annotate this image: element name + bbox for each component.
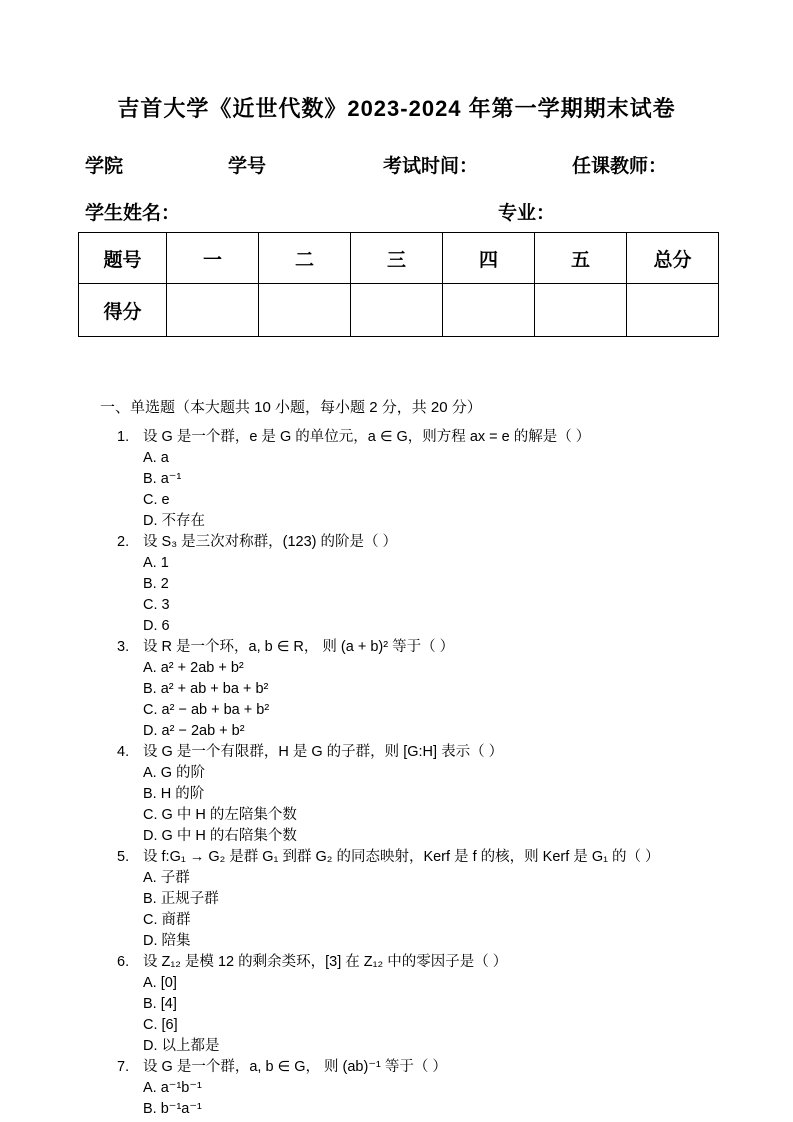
option-d: D. 陪集 [143, 933, 191, 949]
score-blank-cell-5 [535, 284, 627, 337]
score-table-cell-total: 总分 [627, 233, 719, 284]
score-table-cell-part-5: 五 [535, 233, 627, 284]
question-number: 1. [117, 429, 130, 445]
option-a: A. G 的阶 [143, 765, 206, 781]
header-row-2 [0, 198, 793, 222]
score-label-cell: 得分 [79, 284, 167, 337]
question-4 [117, 742, 727, 847]
score-table-cell-part-4: 四 [443, 233, 535, 284]
option-c: C. [6] [143, 1017, 178, 1033]
option-b: B. [4] [143, 996, 177, 1012]
option-d: D. a² − 2ab + b² [143, 723, 245, 739]
header-row-1 [0, 151, 793, 175]
question-body [143, 532, 727, 637]
score-table-cell-part-3: 三 [351, 233, 443, 284]
option-c: C. e [143, 492, 170, 508]
score-table-score-row [79, 284, 719, 337]
question-stem: 设 Z₁₂ 是模 12 的剩余类环，[3] 在 Z₁₂ 中的零因子是（ ） [143, 954, 508, 970]
option-b: B. b⁻¹a⁻¹ [143, 1101, 202, 1117]
section-title: 一、单选题（本大题共 10 小题，每小题 2 分，共 20 分） [100, 399, 482, 416]
college-label: 学院 [85, 156, 124, 177]
score-blank-cell-1 [167, 284, 259, 337]
question-stem: 设 f:G₁ → G₂ 是群 G₁ 到群 G₂ 的同态映射，Kerf 是 f 的核，则 Kerf 是 G₁ 的（ ） [143, 849, 660, 865]
question-number: 7. [117, 1059, 130, 1075]
score-table-header-row [79, 233, 719, 284]
option-c: C. 3 [143, 597, 170, 613]
option-b: B. H 的阶 [143, 786, 205, 802]
question-stem: 设 S₃ 是三次对称群，(123) 的阶是（ ） [143, 534, 398, 550]
score-blank-cell-3 [351, 284, 443, 337]
major-label: 专业： [498, 203, 556, 224]
option-d: D. 不存在 [143, 513, 206, 529]
student-id-label: 学号 [228, 156, 267, 177]
score-blank-cell-4 [443, 284, 535, 337]
question-number: 3. [117, 639, 130, 655]
question-stem: 设 G 是一个群，e 是 G 的单位元，a ∈ G，则方程 ax = e 的解是（ ） [143, 429, 591, 445]
score-table-cell-question-no: 题号 [79, 233, 167, 284]
question-7 [117, 1057, 727, 1120]
teacher-label: 任课教师： [572, 156, 668, 177]
option-c: C. 商群 [143, 912, 191, 928]
score-blank-cell-total [627, 284, 719, 337]
option-d: D. G 中 H 的右陪集个数 [143, 828, 297, 844]
exam-time-label: 考试时间： [383, 156, 479, 177]
option-b: B. a⁻¹ [143, 471, 182, 487]
question-6 [117, 952, 727, 1057]
option-a: A. [0] [143, 975, 177, 991]
question-3 [117, 637, 727, 742]
question-list [117, 427, 727, 1120]
option-c: C. G 中 H 的左陪集个数 [143, 807, 297, 823]
option-a: A. a⁻¹b⁻¹ [143, 1080, 202, 1096]
option-d: D. 以上都是 [143, 1038, 220, 1054]
option-c: C. a² − ab + ba + b² [143, 702, 270, 718]
question-body [143, 1057, 727, 1120]
question-2 [117, 532, 727, 637]
option-b: B. 正规子群 [143, 891, 219, 907]
option-a: A. a² + 2ab + b² [143, 660, 244, 676]
question-body [143, 952, 727, 1057]
question-1 [117, 427, 727, 532]
question-number: 6. [117, 954, 130, 970]
option-b: B. 2 [143, 576, 169, 592]
score-table [78, 232, 719, 337]
question-body [143, 427, 727, 532]
question-number: 5. [117, 849, 130, 865]
option-a: A. 1 [143, 555, 169, 571]
question-body [143, 637, 727, 742]
question-number: 2. [117, 534, 130, 550]
option-a: A. a [143, 450, 169, 466]
question-stem: 设 R 是一个环，a, b ∈ R， 则 (a + b)² 等于（ ） [143, 639, 455, 655]
score-blank-cell-2 [259, 284, 351, 337]
student-name-label: 学生姓名： [85, 203, 181, 224]
question-number: 4. [117, 744, 130, 760]
question-5 [117, 847, 727, 952]
option-d: D. 6 [143, 618, 170, 634]
option-a: A. 子群 [143, 870, 190, 886]
question-body [143, 847, 727, 952]
option-b: B. a² + ab + ba + b² [143, 681, 269, 697]
question-stem: 设 G 是一个有限群，H 是 G 的子群，则 [G:H] 表示（ ） [143, 744, 504, 760]
page-title: 吉首大学《近世代数》2023-2024 年第一学期期末试卷 [117, 96, 676, 121]
score-table-cell-part-1: 一 [167, 233, 259, 284]
question-stem: 设 G 是一个群，a, b ∈ G， 则 (ab)⁻¹ 等于（ ） [143, 1059, 447, 1075]
score-table-cell-part-2: 二 [259, 233, 351, 284]
question-body [143, 742, 727, 847]
